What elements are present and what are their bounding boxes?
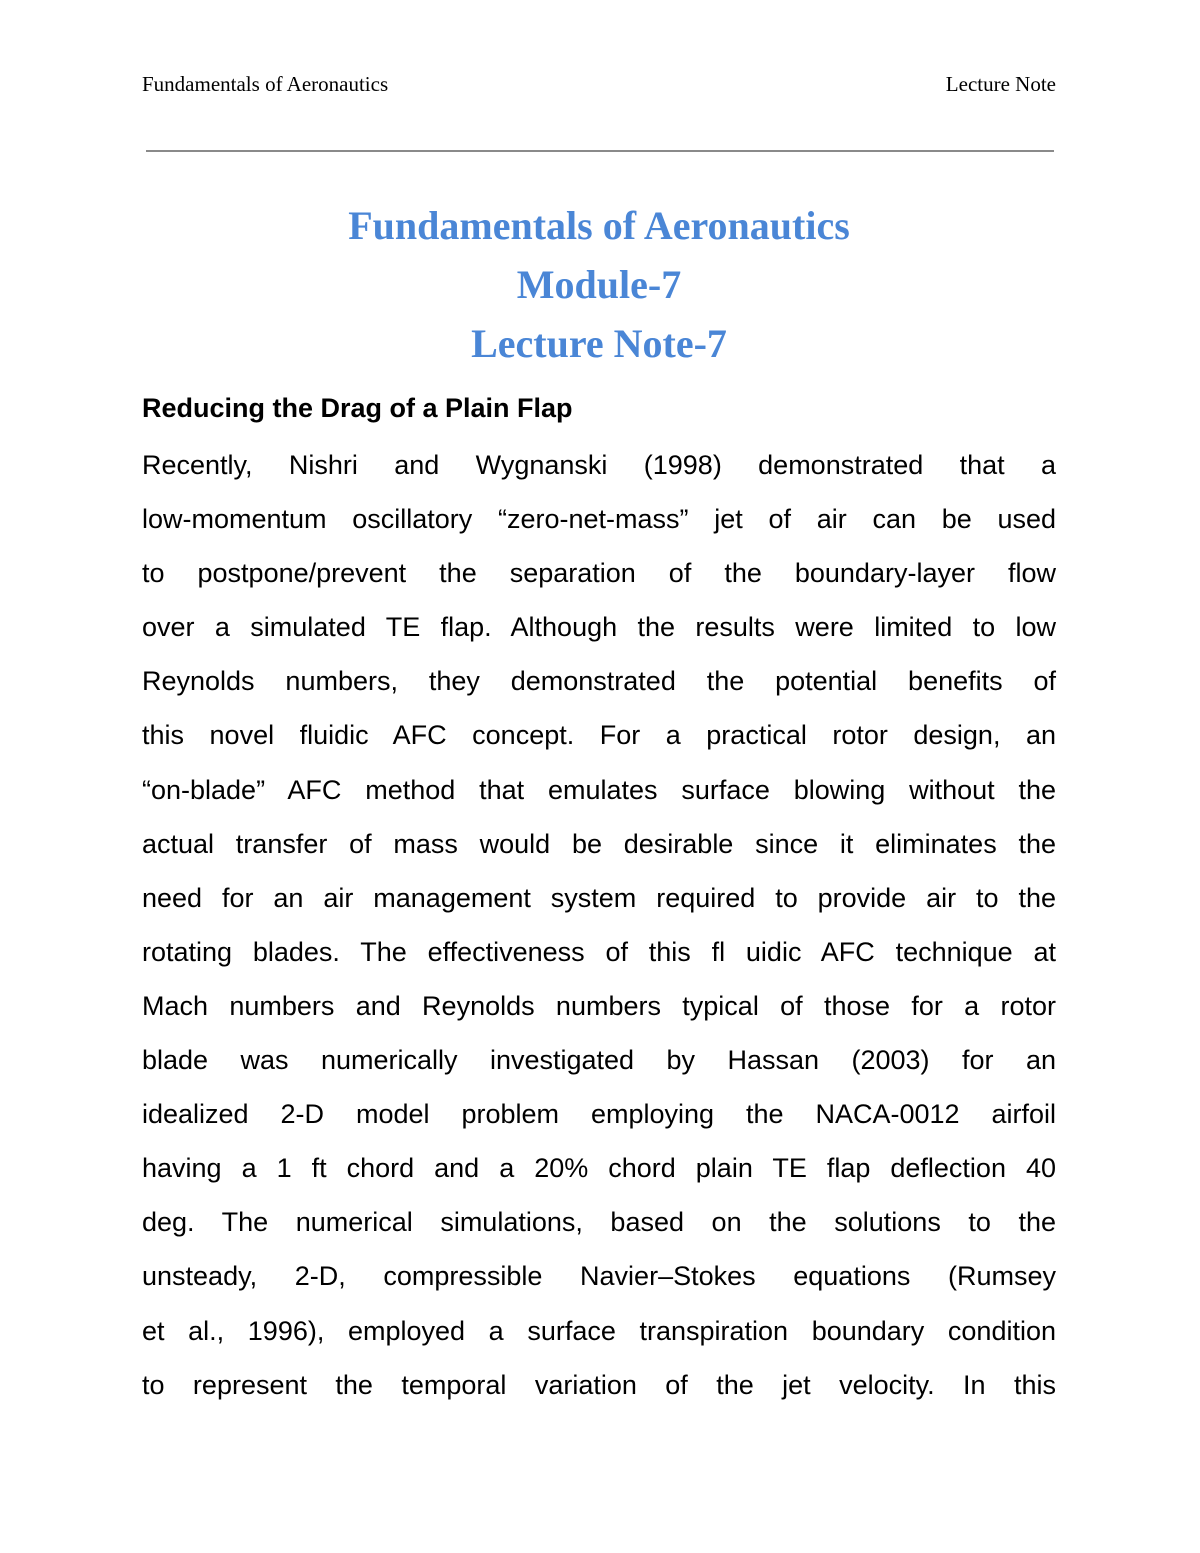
paragraph-line: idealized 2-D model problem employing the NACA-0012 airfoil — [142, 1099, 1056, 1130]
paragraph-line: need for an air management system required to provide air to the — [142, 882, 1056, 913]
paragraph-line: unsteady, 2-D, compressible Navier–Stokes equations (Rumsey — [142, 1261, 1056, 1292]
paragraph-line: over a simulated TE flap. Although the results were limited to low — [142, 612, 1056, 643]
page-header — [142, 72, 1056, 102]
paragraph-line: Reynolds numbers, they demonstrated the potential benefits of — [142, 666, 1056, 697]
paragraph-line: Recently, Nishri and Wygnanski (1998) demonstrated that a — [142, 450, 1056, 480]
section-heading: Reducing the Drag of a Plain Flap — [142, 393, 573, 423]
paragraph-line: rotating blades. The effectiveness of this fl uidic AFC technique at — [142, 936, 1056, 967]
paragraph-line: having a 1 ft chord and a 20% chord plain TE flap deflection 40 — [142, 1153, 1056, 1184]
header-document-type: Lecture Note — [945, 72, 1056, 96]
paragraph-line: Mach numbers and Reynolds numbers typical of those for a rotor — [142, 990, 1056, 1021]
module-title: Module-7 — [516, 262, 682, 307]
body-paragraph — [142, 438, 1056, 1412]
paragraph-line: to represent the temporal variation of the jet velocity. In this — [142, 1369, 1056, 1400]
paragraph-line: actual transfer of mass would be desirable since it eliminates the — [142, 828, 1056, 859]
title-block — [142, 196, 1056, 373]
paragraph-line: blade was numerically investigated by Hassan (2003) for an — [142, 1045, 1056, 1076]
paragraph-line: deg. The numerical simulations, based on the solutions to the — [142, 1207, 1056, 1238]
paragraph-line: “on-blade” AFC method that emulates surface blowing without the — [142, 774, 1056, 805]
header-divider — [146, 150, 1054, 152]
header-course-title: Fundamentals of Aeronautics — [142, 72, 389, 96]
paragraph-line: this novel fluidic AFC concept. For a practical rotor design, an — [142, 720, 1056, 751]
course-title: Fundamentals of Aeronautics — [348, 203, 850, 248]
paragraph-line: low-momentum oscillatory “zero-net-mass” jet of air can be used — [142, 504, 1056, 535]
paragraph-line: et al., 1996), employed a surface transpiration boundary condition — [142, 1315, 1056, 1346]
lecture-title: Lecture Note-7 — [471, 321, 727, 366]
paragraph-line: to postpone/prevent the separation of the boundary-layer flow — [142, 558, 1056, 589]
